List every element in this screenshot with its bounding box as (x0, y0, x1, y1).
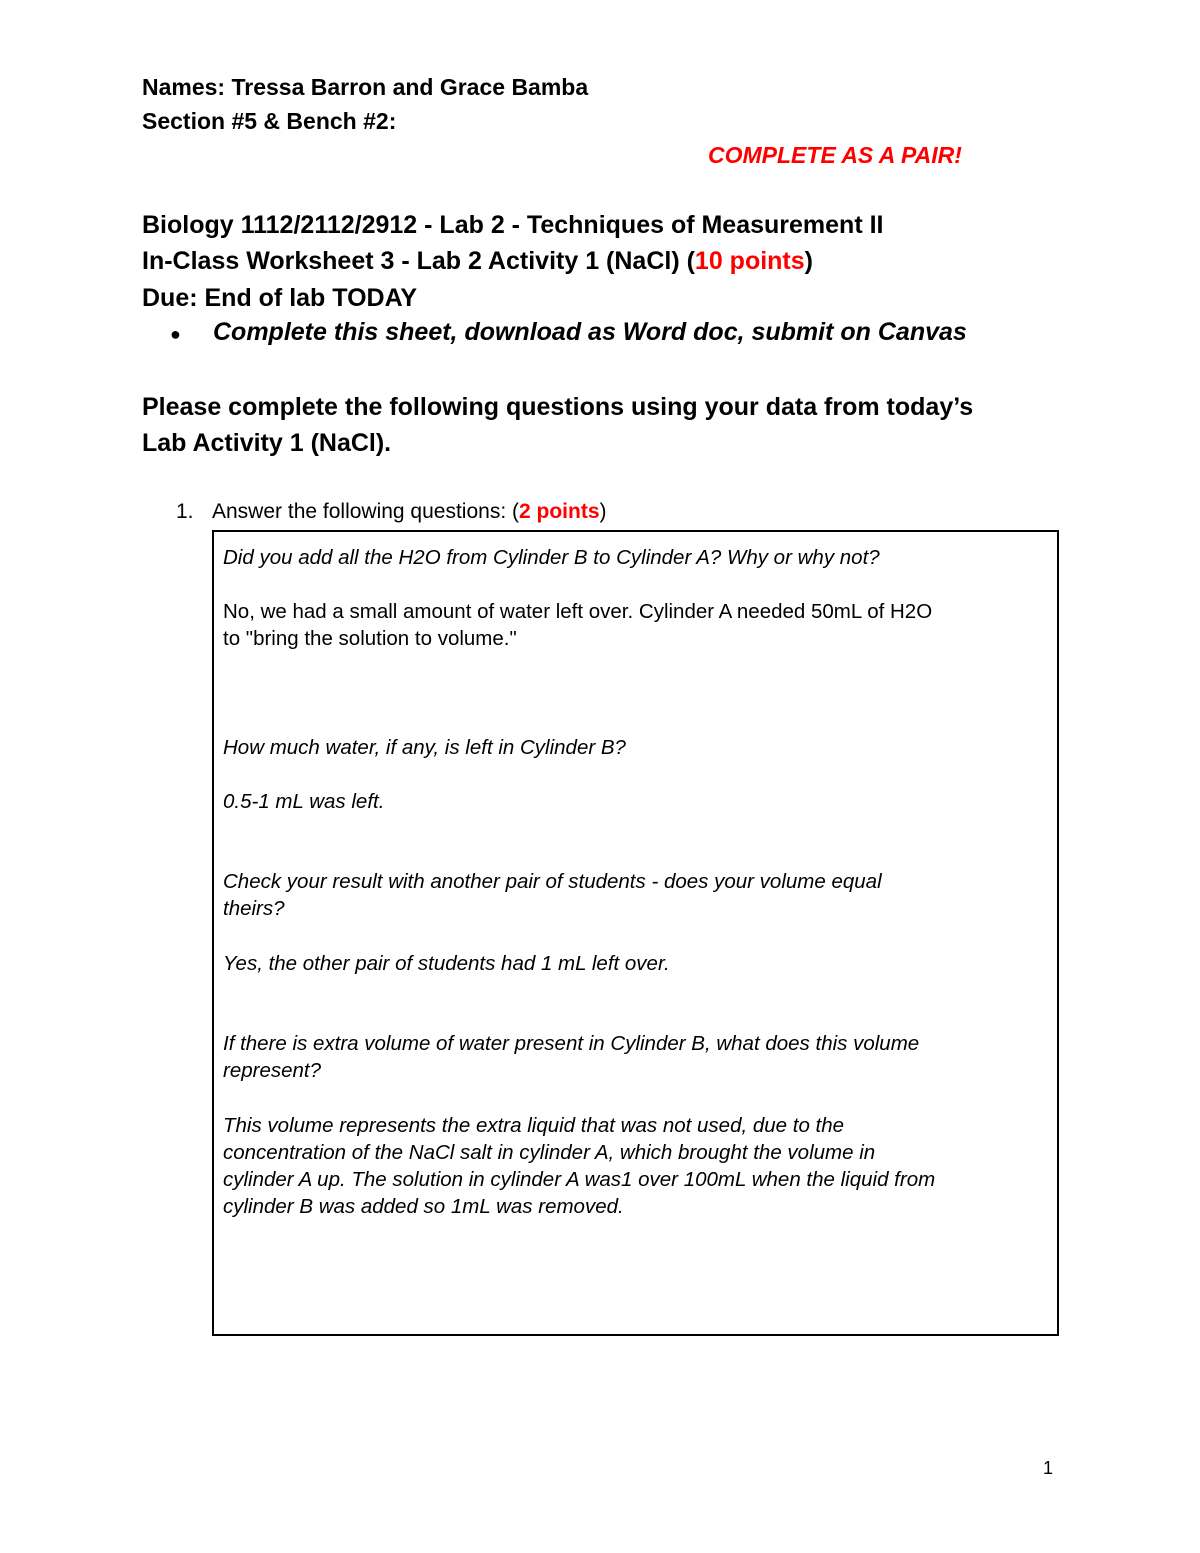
answer-1-line-2: to "bring the solution to volume." (223, 627, 517, 650)
section-bench-line: Section #5 & Bench #2: (142, 108, 397, 134)
question-1-text: Answer the following questions: ( (212, 500, 519, 523)
due-line: Due: End of lab TODAY (142, 284, 418, 312)
sub-question-1: Did you add all the H2O from Cylinder B to Cylinder A? Why or why not? (223, 546, 880, 569)
intro-line-1: Please complete the following questions using your data from today’s (142, 393, 974, 421)
course-lab-title: Biology 1112/2112/2912 - Lab 2 - Techniques of Measurement II (142, 211, 884, 239)
answer-2: 0.5-1 mL was left. (223, 790, 385, 813)
worksheet-points: 10 points (694, 247, 805, 275)
complete-as-pair-notice: COMPLETE AS A PAIR! (708, 142, 962, 168)
worksheet-title-text: In-Class Worksheet 3 - Lab 2 Activity 1 (NaCl) ( (142, 247, 695, 275)
answer-4-line-2: concentration of the NaCl salt in cylinder A, which brought the volume in (223, 1141, 876, 1164)
answer-box[interactable] (212, 530, 1059, 1336)
question-1-number: 1. (176, 500, 194, 523)
sub-question-4-line-2: represent? (223, 1059, 322, 1082)
bullet-icon: ● (170, 324, 181, 344)
sub-question-4-line-1: If there is extra volume of water present in Cylinder B, what does this volume (223, 1032, 920, 1055)
answer-3: Yes, the other pair of students had 1 mL left over. (223, 952, 670, 975)
worksheet-title (142, 247, 813, 276)
names-line: Names: Tressa Barron and Grace Bamba (142, 74, 589, 100)
answer-4-line-4: cylinder B was added so 1mL was removed. (223, 1195, 624, 1218)
answer-4-line-3: cylinder A up. The solution in cylinder A was1 over 100mL when the liquid from (223, 1168, 936, 1191)
sub-question-3-line-2: theirs? (223, 897, 285, 920)
sub-question-3-line-1: Check your result with another pair of students - does your volume equal (223, 870, 882, 893)
question-1-close: ) (599, 500, 607, 523)
submission-instruction: Complete this sheet, download as Word doc, submit on Canvas (213, 318, 967, 346)
worksheet-title-close: ) (804, 247, 813, 275)
intro-line-2: Lab Activity 1 (NaCl). (142, 429, 392, 457)
page-number: 1 (1043, 1458, 1054, 1478)
answer-1-line-1: No, we had a small amount of water left over. Cylinder A needed 50mL of H2O (223, 600, 933, 623)
question-1-points: 2 points (519, 500, 600, 523)
sub-question-2: How much water, if any, is left in Cylinder B? (223, 736, 626, 759)
answer-4-line-1: This volume represents the extra liquid that was not used, due to the (223, 1114, 845, 1137)
question-1-prompt (212, 500, 607, 524)
